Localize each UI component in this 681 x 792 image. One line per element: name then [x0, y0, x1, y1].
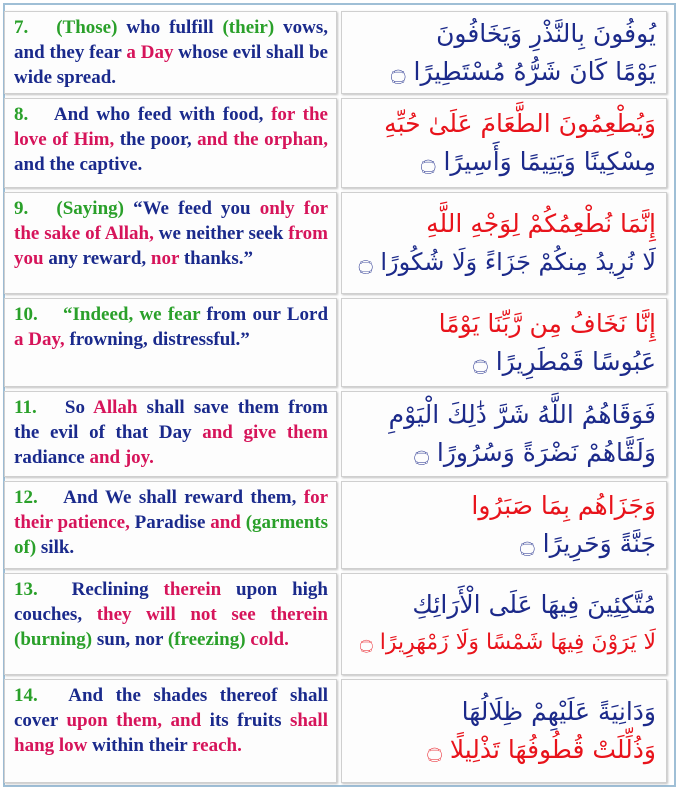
- verse-number: 10.: [14, 304, 38, 325]
- translation-segment: Paradise: [129, 512, 211, 533]
- arabic-line: إِنَّا نَخَافُ مِن رَّبِّنَا يَوْمًا: [438, 308, 656, 338]
- arabic-verse: [341, 679, 667, 783]
- arabic-line: يُوفُونَ بِالنَّذْرِ وَيَخَافُونَ: [436, 18, 656, 48]
- english-translation: [4, 679, 337, 783]
- english-translation: [4, 98, 337, 188]
- translation-segment: “We feed you: [123, 198, 260, 219]
- translation-segment: and the captive.: [14, 154, 143, 175]
- arabic-verse: [341, 98, 667, 188]
- english-translation: [4, 391, 337, 477]
- arabic-line: يَوْمًا كَانَ شَرُّهُ مُسْتَطِيرًا ۝: [390, 56, 656, 86]
- translation-segment: from you: [14, 223, 328, 269]
- translation-segment: So: [64, 397, 94, 418]
- translation-segment: whose evil shall be wide spread.: [14, 42, 328, 88]
- translation-segment: (freezing): [163, 629, 246, 650]
- verse-row: [4, 679, 667, 783]
- arabic-verse: [341, 192, 667, 294]
- translation-segment: frowning, distressful.”: [64, 329, 250, 350]
- arabic-line: وَلَقَّاهُمْ نَضْرَةً وَسُرُورًا ۝: [414, 438, 656, 467]
- arabic-line: وَدَانِيَةً عَلَيْهِمْ ظِلَالُهَا: [461, 697, 656, 726]
- translation-segment: within their: [87, 735, 193, 756]
- arabic-verse: [341, 11, 667, 94]
- verse-number: 14.: [14, 685, 38, 706]
- translation-segment: and joy.: [84, 447, 154, 468]
- arabic-line: مُتَّكِئِينَ فِيهَا عَلَى الْأَرَائِكِ: [412, 590, 656, 619]
- translation-segment: And who feed with food,: [53, 104, 264, 125]
- translation-segment: (their): [222, 17, 275, 38]
- translation-segment: cold.: [245, 629, 289, 650]
- verse-row: [4, 192, 667, 294]
- translation-segment: a Day,: [14, 329, 65, 350]
- arabic-verse: [341, 573, 667, 675]
- english-translation: [4, 11, 337, 94]
- translation-segment: the orphan,: [233, 129, 328, 150]
- translation-segment: And We shall reward them,: [63, 487, 297, 508]
- translation-segment: they will not see therein: [82, 604, 328, 625]
- arabic-line: فَوَقَاهُمُ اللَّهُ شَرَّ ذَٰلِكَ الْيَوْمِ: [388, 400, 656, 429]
- translation-segment: who fulfill: [117, 17, 223, 38]
- verse-number: 9.: [14, 198, 29, 219]
- verse-number: 13.: [14, 579, 38, 600]
- translation-segment: its fruits: [201, 710, 290, 731]
- english-translation: [4, 481, 337, 569]
- verse-row: [4, 298, 667, 387]
- arabic-line: جَنَّةً وَحَرِيرًا ۝: [520, 529, 656, 558]
- arabic-line: لَا نُرِيدُ مِنكُمْ جَزَاءً وَلَا شُكُورًا ۝: [358, 248, 656, 276]
- translation-segment: a Day: [126, 42, 174, 63]
- arabic-verse: [341, 298, 667, 387]
- translation-segment: (burning): [14, 629, 93, 650]
- verse-row: [4, 391, 667, 477]
- translation-segment: sun,: [92, 629, 131, 650]
- translation-segment: And the shades thereof shall cover: [14, 685, 329, 731]
- english-translation: [4, 192, 337, 294]
- translation-segment: only for the sake of Allah,: [14, 198, 328, 244]
- arabic-line: لَا يَرَوْنَ فِيهَا شَمْسًا وَلَا زَمْهَرِيرًا ۝: [359, 630, 656, 655]
- translation-segment: Reclining: [71, 579, 164, 600]
- english-translation: [4, 573, 337, 675]
- translation-segment: shall hang low: [14, 710, 328, 756]
- translation-segment: any reward,: [43, 248, 151, 269]
- arabic-verse: [341, 481, 667, 569]
- verse-number: 7.: [14, 17, 29, 38]
- arabic-line: مِسْكِينًا وَيَتِيمًا وَأَسِيرًا ۝: [420, 147, 656, 176]
- translation-segment: vows, and they fear: [14, 17, 328, 63]
- translation-segment: shall save them from the evil of that Day: [14, 397, 328, 443]
- verse-row: [4, 481, 667, 569]
- verse-row: [4, 11, 667, 94]
- verse-number: 12.: [14, 487, 38, 508]
- translation-segment: we neither seek: [153, 223, 289, 244]
- english-translation: [4, 298, 337, 387]
- translation-segment: and: [191, 129, 234, 150]
- arabic-line: وَيُطْعِمُونَ الطَّعَامَ عَلَىٰ حُبِّهِ: [384, 109, 656, 138]
- verse-number: 8.: [14, 104, 29, 125]
- translation-segment: nor: [130, 629, 164, 650]
- translation-segment: nor: [150, 248, 180, 269]
- translation-segment: therein: [163, 579, 222, 600]
- translation-segment: reach.: [192, 735, 242, 756]
- translation-segment: (Those): [56, 17, 118, 38]
- translation-segment: (garments of): [14, 512, 328, 558]
- translation-segment: and give them: [191, 422, 328, 443]
- translation-segment: (Saying): [56, 198, 124, 219]
- translation-segment: the poor,: [119, 129, 192, 150]
- arabic-line: وَجَزَاهُم بِمَا صَبَرُوا: [471, 491, 656, 520]
- verse-row: [4, 573, 667, 675]
- translation-segment: upon them, and: [57, 710, 202, 731]
- verse-number: 11.: [14, 397, 37, 418]
- arabic-line: عَبُوسًا قَمْطَرِيرًا ۝: [473, 346, 656, 376]
- translation-segment: from our Lord: [206, 304, 329, 325]
- verse-row: [4, 98, 667, 188]
- translation-segment: silk.: [36, 537, 75, 558]
- arabic-verse: [341, 391, 667, 477]
- translation-segment: for their patience,: [14, 487, 328, 533]
- translation-segment: for the love of Him,: [14, 104, 328, 150]
- translation-segment: radiance: [14, 447, 85, 468]
- arabic-line: إِنَّمَا نُطْعِمُكُمْ لِوَجْهِ اللَّهِ: [426, 209, 656, 238]
- translation-segment: thanks.”: [179, 248, 253, 269]
- translation-segment: “Indeed, we fear: [63, 304, 207, 325]
- arabic-line: وَذُلِّلَتْ قُطُوفُهَا تَذْلِيلًا ۝: [427, 735, 656, 764]
- translation-segment: upon high couches,: [14, 579, 328, 625]
- translation-segment: Allah: [93, 397, 138, 418]
- translation-segment: and: [210, 512, 241, 533]
